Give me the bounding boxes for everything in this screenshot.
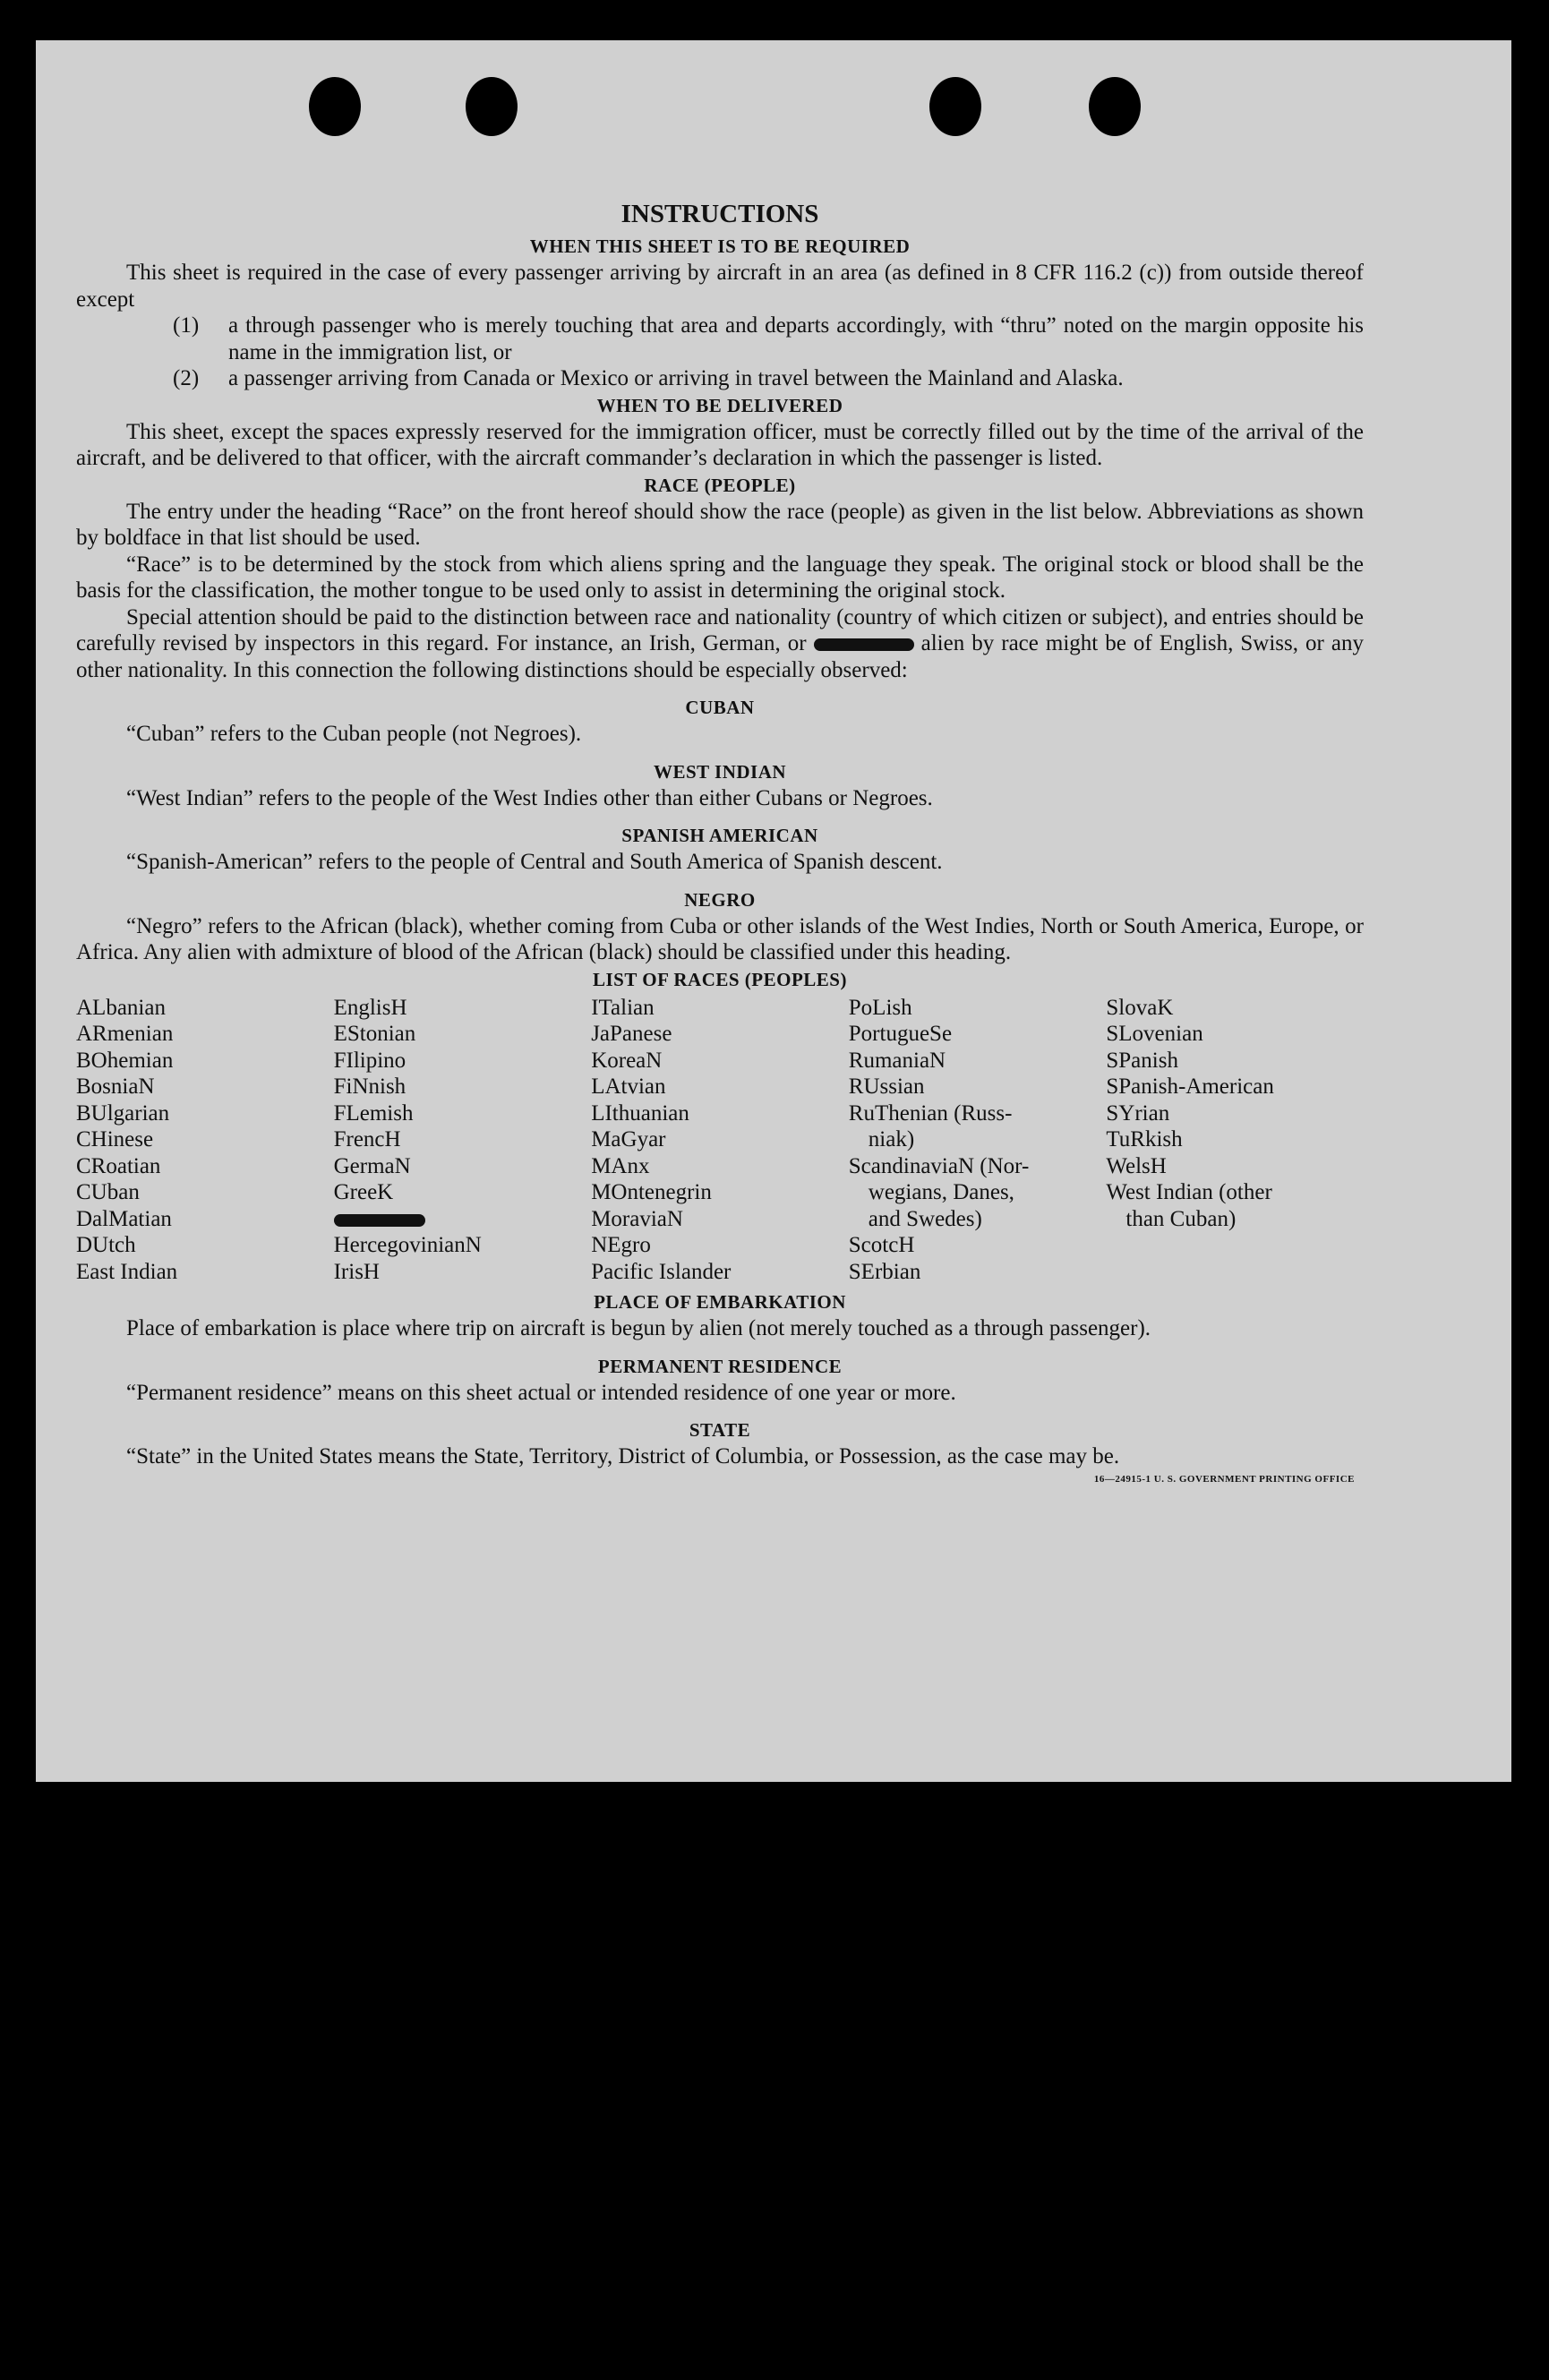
race-entry: LAtvian xyxy=(591,1074,666,1099)
race-entry: MOntenegrin xyxy=(591,1180,712,1204)
footer xyxy=(76,1470,1364,1488)
section-heading-delivered: WHEN TO BE DELIVERED xyxy=(596,394,843,416)
race-paragraph-2: “Race” is to be determined by the stock from which aliens spring and the language they speak. The original stock or blood shall be the basis for the classification, the mother tongue to be used only to assist in determining the original stock. xyxy=(76,552,1364,603)
race-entry-continued: and Swedes) xyxy=(868,1206,982,1231)
races-list xyxy=(76,995,1364,1286)
redaction-mark xyxy=(334,1214,425,1227)
race-entry: FIlipino xyxy=(333,1048,407,1073)
race-entry: PortugueSe xyxy=(848,1022,953,1046)
section-heading-cuban: CUBAN xyxy=(685,697,755,718)
required-intro: This sheet is required in the case of every passenger arriving by aircraft in an area (as defined in 8 CFR 116.2 (c)) from outside thereof except xyxy=(76,261,1364,312)
race-entry: HercegovinianN xyxy=(333,1233,482,1257)
state-text: “State” in the United States means the State, Territory, District of Columbia, or Possession, as the case may be. xyxy=(126,1444,1120,1468)
race-entry: LIthuanian xyxy=(591,1100,689,1126)
redaction-mark xyxy=(814,638,914,651)
section-heading-embarkation: PLACE OF EMBARKATION xyxy=(594,1291,846,1313)
race-entry: ScotcH xyxy=(848,1233,915,1257)
race-entry-continued: niak) xyxy=(868,1127,915,1151)
instructions-content xyxy=(76,161,1364,1488)
section-heading-required: WHEN THIS SHEET IS TO BE REQUIRED xyxy=(529,235,911,257)
race-entry-continued: than Cuban) xyxy=(1125,1206,1237,1231)
race-entry: KoreaN xyxy=(591,1048,663,1073)
race-entry: NEgro xyxy=(591,1233,651,1257)
punch-hole xyxy=(309,77,361,136)
race-entry: SLovenian xyxy=(1106,1022,1203,1046)
race-entry: WelsH xyxy=(1106,1153,1167,1178)
punch-hole xyxy=(929,77,981,136)
race-entry: RUssian xyxy=(848,1074,925,1099)
race-entry: East Indian xyxy=(76,1259,178,1284)
exception-text: a passenger arriving from Canada or Mexico or arriving in travel between the Mainland and Alaska. xyxy=(228,366,1124,390)
race-paragraph-3 xyxy=(76,604,1364,684)
race-entry: GreeK xyxy=(333,1180,394,1204)
races-column-3 xyxy=(591,995,849,1286)
race-entry: CHinese xyxy=(76,1127,154,1151)
race-entry: MAnx xyxy=(591,1153,650,1178)
race-entry: FiNnish xyxy=(333,1074,407,1099)
races-column-2 xyxy=(334,995,592,1286)
race-entry: EStonian xyxy=(333,1022,416,1046)
race-entry: SPanish xyxy=(1106,1048,1178,1073)
delivered-text: This sheet, except the spaces expressly reserved for the immigration officer, must be correctly filled out by the time of the arrival of the aircraft, and be delivered to that officer, with the aircraft commander’s declaration in which the passenger is listed. xyxy=(76,419,1364,470)
races-column-5 xyxy=(1106,995,1364,1286)
exception-item-1 xyxy=(76,312,1364,365)
race-entry: CRoatian xyxy=(76,1153,161,1178)
race-entry: ARmenian xyxy=(76,1022,174,1046)
race-entry: ALbanian xyxy=(76,995,166,1020)
negro-text: “Negro” refers to the African (black), whether coming from Cuba or other islands of the West Indies, North or South America, Europe, or Africa. Any alien with admixture of blood of the African (black) should be classified under this heading. xyxy=(76,913,1364,964)
race-paragraph-3a: Special attention should be paid to the distinction between race and nationality (country of which citizen or subject), and entries should be carefully revised by inspectors in this regard. For instance, an Irish, German, or xyxy=(76,604,1364,655)
race-entry: Pacific Islander xyxy=(591,1259,732,1284)
section-heading-negro: NEGRO xyxy=(684,888,756,911)
race-entry: JaPanese xyxy=(591,1022,672,1046)
punch-hole xyxy=(1089,77,1141,136)
west-indian-text: “West Indian” refers to the people of the West Indies other than either Cubans or Negroes. xyxy=(126,785,933,810)
print-code: 16—24915-1 U. S. GOVERNMENT PRINTING OFFICE xyxy=(1093,1473,1355,1485)
race-entry: CUban xyxy=(76,1180,140,1204)
race-entry: EnglisH xyxy=(333,995,407,1020)
spanish-american-text: “Spanish-American” refers to the people of Central and South America of Spanish descent. xyxy=(126,850,943,874)
exception-text: a through passenger who is merely touching that area and departs accordingly, with “thru” noted on the margin opposite his name in the immigration list, or xyxy=(228,313,1364,364)
exception-number: (1) xyxy=(173,313,200,338)
embarkation-text: Place of embarkation is place where trip on aircraft is begun by alien (not merely touched as a through passenger). xyxy=(126,1316,1151,1340)
race-entry: ITalian xyxy=(591,995,655,1020)
punch-hole xyxy=(466,77,518,136)
race-entry-redacted xyxy=(334,1206,592,1233)
race-entry: IrisH xyxy=(333,1259,380,1284)
race-entry: RumaniaN xyxy=(848,1048,946,1073)
race-paragraph-3b: alien by race might be of English, Swiss, or any other nationality. In this connection the following distinctions should be especially observed: xyxy=(76,631,1364,682)
cuban-text: “Cuban” refers to the Cuban people (not Negroes). xyxy=(126,722,582,746)
page-title: INSTRUCTIONS xyxy=(620,200,819,228)
race-entry: DalMatian xyxy=(76,1206,172,1231)
exception-number: (2) xyxy=(173,366,200,390)
section-heading-west-indian: WEST INDIAN xyxy=(653,760,787,783)
instruction-sheet xyxy=(36,40,1511,1782)
race-entry: PoLish xyxy=(848,995,912,1020)
section-heading-residence: PERMANENT RESIDENCE xyxy=(597,1355,843,1377)
race-entry-continued: wegians, Danes, xyxy=(868,1180,1014,1204)
race-entry: DUtch xyxy=(76,1233,136,1257)
race-entry: BosniaN xyxy=(76,1074,155,1099)
race-entry: ScandinaviaN (Nor- xyxy=(848,1153,1030,1178)
race-entry: RuThenian (Russ- xyxy=(848,1100,1013,1126)
residence-text: “Permanent residence” means on this sheet actual or intended residence of one year or more. xyxy=(126,1380,956,1405)
race-entry: MoraviaN xyxy=(591,1206,683,1231)
race-entry: TuRkish xyxy=(1106,1127,1183,1151)
race-entry: FrencH xyxy=(333,1127,401,1151)
race-entry: SlovaK xyxy=(1106,995,1174,1020)
race-entry: BUlgarian xyxy=(76,1100,170,1126)
exception-item-2 xyxy=(76,365,1364,392)
race-paragraph-1: The entry under the heading “Race” on the front hereof should show the race (people) as given in the list below. Abbreviations as shown by boldface in that list should be used. xyxy=(76,499,1364,550)
section-heading-races: LIST OF RACES (PEOPLES) xyxy=(593,968,847,990)
races-column-4 xyxy=(849,995,1107,1286)
section-heading-state: STATE xyxy=(689,1419,751,1441)
race-entry: SErbian xyxy=(848,1259,921,1284)
race-entry: MaGyar xyxy=(591,1127,666,1151)
race-entry: SPanish-American xyxy=(1106,1074,1274,1099)
section-heading-race: RACE (PEOPLE) xyxy=(644,474,796,496)
race-entry: BOhemian xyxy=(76,1048,174,1073)
section-heading-spanish-american: SPANISH AMERICAN xyxy=(621,825,818,846)
race-entry: SYrian xyxy=(1106,1100,1170,1126)
race-entry: West Indian (other xyxy=(1106,1180,1272,1204)
race-entry: GermaN xyxy=(333,1153,411,1178)
race-entry: FLemish xyxy=(333,1100,414,1126)
races-column-1 xyxy=(76,995,334,1286)
